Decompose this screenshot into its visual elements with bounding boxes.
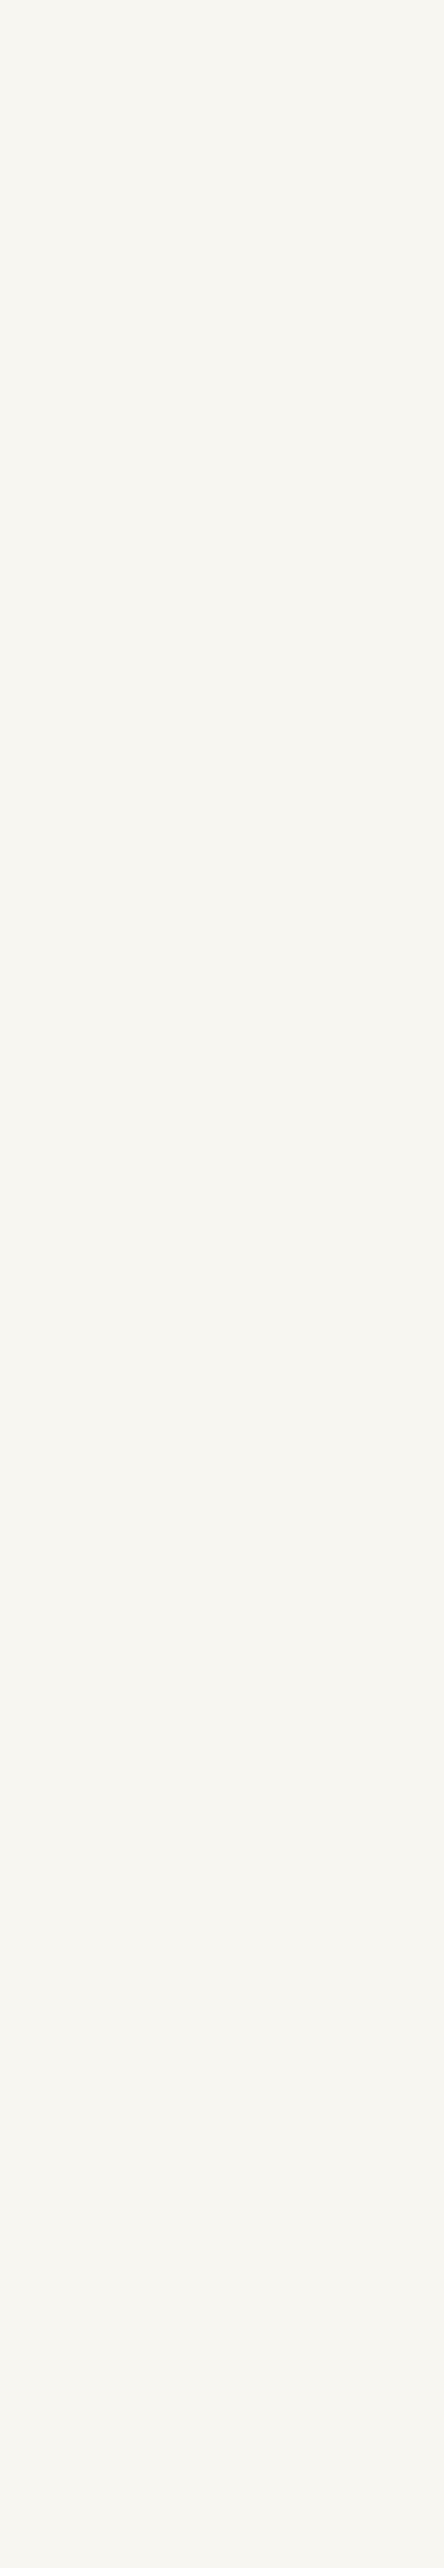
marcel-ad bbox=[8, 12, 438, 16]
marcel-subtitle bbox=[8, 12, 438, 16]
